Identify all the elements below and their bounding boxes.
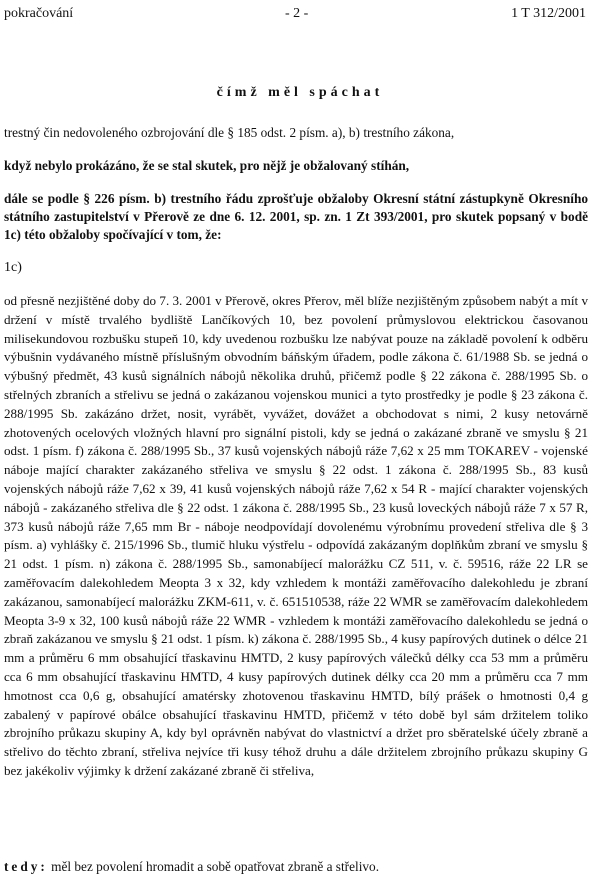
description-paragraph: od přesně nezjištěné doby do 7. 3. 2001 v Přerově, okres Přerov, měl blíže nezjištěným způsobem nabýt a mít v držení v místě trvalého bydliště Lančíkových 10, bez povolení průmyslovou elektrickou časovanou milisekundovou rozbušku stupeň 10, kdy uvedenou rozbušku lze nabývat pouze na základě povolení k odběru výbušnin vydávaného místně příslušným obvodním báňským úřadem, podle zákona č. 61/1988 Sb. se jedná o výbušný předmět, 43 kusů signálních nábojů několika druhů, přičemž podle § 22 zákona č. 288/1995 Sb. o střelných zbraních a střelivu se jedná o zakázanou vojenskou munici a tyto prostředky je podle § 23 zákona č. 288/1995 Sb. zakázáno držet, nosit, vyrábět, vyvážet, dovážet a obchodovat s nimi, 2 kusy netovárně zhotovených ocelových vložných hlavní pro signální pistoli, kdy se jedná o zakázané zbraně ve smyslu § 21 odst. 1 písm. f) zákona č. 288/1995 Sb., 37 kusů vojenských nábojů ráže 7,62 x 25 mm TOKAREV - vojenské náboje mající charakter zakázaného střeliva ve smyslu § 22 odst. 1 zákona č. 288/1995 Sb., 83 kusů vojenských nábojů ráže 7,62 x 39, 41 kusů vojenských nábojů ráže 7,62 x 54 R - mající charakter vojenských nábojů - zakázaného střeliva dle § 22 odst. 1 zákona č. 288/1995 Sb., 23 kusů loveckých nábojů ráže 7 x 57 R, 373 kusů nábojů ráže 7,65 mm Br - náboje neodpovídají dovolenému výrobnímu provedení střeliva dle § 3 písm. a) vyhlášky č. 215/1996 Sb., tlumič hluku výstřelu - odpovídá zakázaným doplňkům zbraní ve smyslu § 21 odst. 1 písm. n) zákona č. 288/1995 Sb., samonabíjecí malorážku CZ 511, v. č. 59516, ráže 22 LR se zaměřovacím dalekohledem Meopta 3 x 32, kdy vzhledem k montáži zaměřovacího dalekohledu je zbraní zakázanou, samonabíjecí malorážku ZKM-611, v. č. 651510538, ráže 22 WMR se zaměřovacím dalekohledem Meopta 3-9 x 32, 100 kusů nábojů ráže 22 WMR - vzhledem k montáži zaměřovacího dalekohledu se jedná o zbraň zakázanou ve smyslu § 21 odst. 1 písm. k) zákona č. 288/1995 Sb., 4 kusy papírových dutinek o délce 21 mm a průměru 6 mm obsahující třaskavinu HMTD, 2 kusy papírových válečků délky cca 53 mm a průměru cca 6 mm obsahující třaskavinu HMTD, 4 kusy papírových dutinek délky cca 20 mm a průměru cca 7 mm hmotnost cca 0,6 g, obsahující amatérsky zhotovenou třaskavinu HMTD, bílý prášek o hmotnosti 0,4 g zabalený v papírové obálce obsahující třaskavinu HMTD, přičemž v této době byl sám držitelem toliko zbrojního průkazu skupiny A, kdy byl oprávněn nabývat do vlastnictví a držet pro sběratelské účely zbraně a střelivo do těchto zbraní, střeliva nejvíce tři kusy téhož druhu a dále držitelem zbrojního průkazu skupiny G bez jakékoliv výjimky k držení zakázané zbraně či střeliva, <box>4 293 588 778</box>
page-number: - 2 - <box>285 6 309 21</box>
point-label: 1c) <box>4 260 22 275</box>
continuation-label: pokračování <box>4 6 74 21</box>
case-number: 1 T 312/2001 <box>511 6 586 21</box>
tedy-label: tedy: <box>4 859 48 874</box>
conclusion-paragraph <box>4 858 588 876</box>
offense-paragraph: trestný čin nedovoleného ozbrojování dle § 185 odst. 2 písm. a), b) trestního zákona, <box>4 125 455 140</box>
acquittal-paragraph: dále se podle § 226 písm. b) trestního řádu zprošťuje obžaloby Okresní státní zástupkyně Okresního státního zastupitelství v Přerově ze dne 6. 12. 2001, sp. zn. 1 Zt 393/2001, pro skutek popsaný v bodě 1c) této obžaloby spočívající v tom, že: <box>4 191 588 242</box>
not-proven-paragraph: když nebylo prokázáno, že se stal skutek, pro nějž je obžalovaný stíhán, <box>4 158 410 173</box>
section-title: čímž měl spáchat <box>216 85 384 100</box>
conclusion-text: měl bez povolení hromadit a sobě opatřovat zbraně a střelivo. <box>47 859 380 874</box>
